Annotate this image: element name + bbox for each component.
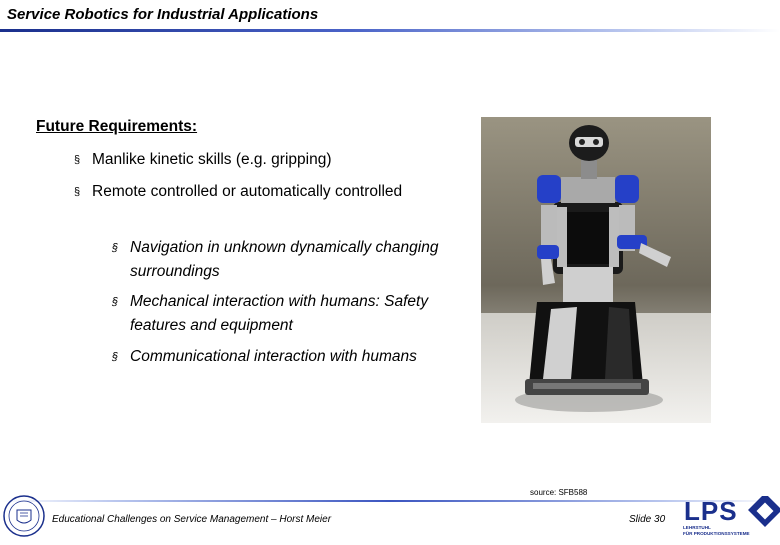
section-heading: Future Requirements: bbox=[36, 118, 198, 135]
footer-divider bbox=[0, 500, 780, 502]
robot-photo bbox=[481, 117, 711, 423]
sub-bullet-text: Mechanical interaction with humans: Safety features and equipment bbox=[130, 293, 429, 334]
sub-bullet-item bbox=[112, 290, 462, 338]
title-divider bbox=[0, 29, 780, 32]
lps-logo-line-2: FÜR PRODUKTIONSSYSTEME bbox=[683, 530, 750, 536]
bullet-text: Manlike kinetic skills (e.g. gripping) bbox=[92, 151, 332, 168]
lps-logo-line-1: LEHRSTUHL bbox=[683, 525, 711, 530]
bullet-item bbox=[74, 148, 434, 172]
lps-logo-subtext bbox=[683, 525, 750, 536]
svg-text:LPS: LPS bbox=[684, 496, 738, 526]
bullet-marker: § bbox=[112, 296, 119, 308]
bullet-marker: § bbox=[112, 351, 119, 363]
bullet-item bbox=[74, 180, 434, 204]
image-source: source: SFB588 bbox=[530, 488, 588, 497]
bullet-text: Remote controlled or automatically controlled bbox=[92, 183, 403, 200]
sub-bullet-item bbox=[112, 236, 452, 284]
bullet-marker: § bbox=[112, 242, 119, 254]
sub-bullet-item bbox=[112, 345, 452, 369]
slide-number: Slide 30 bbox=[629, 514, 666, 525]
slide-title: Service Robotics for Industrial Applications bbox=[7, 6, 319, 23]
bullet-marker: § bbox=[74, 154, 81, 166]
bullet-marker: § bbox=[74, 186, 81, 198]
university-seal-icon bbox=[2, 494, 46, 538]
sub-bullet-text: Navigation in unknown dynamically changing surroundings bbox=[130, 239, 439, 280]
footer-text: Educational Challenges on Service Management – Horst Meier bbox=[52, 514, 332, 525]
sub-bullet-text: Communicational interaction with humans bbox=[130, 348, 417, 365]
